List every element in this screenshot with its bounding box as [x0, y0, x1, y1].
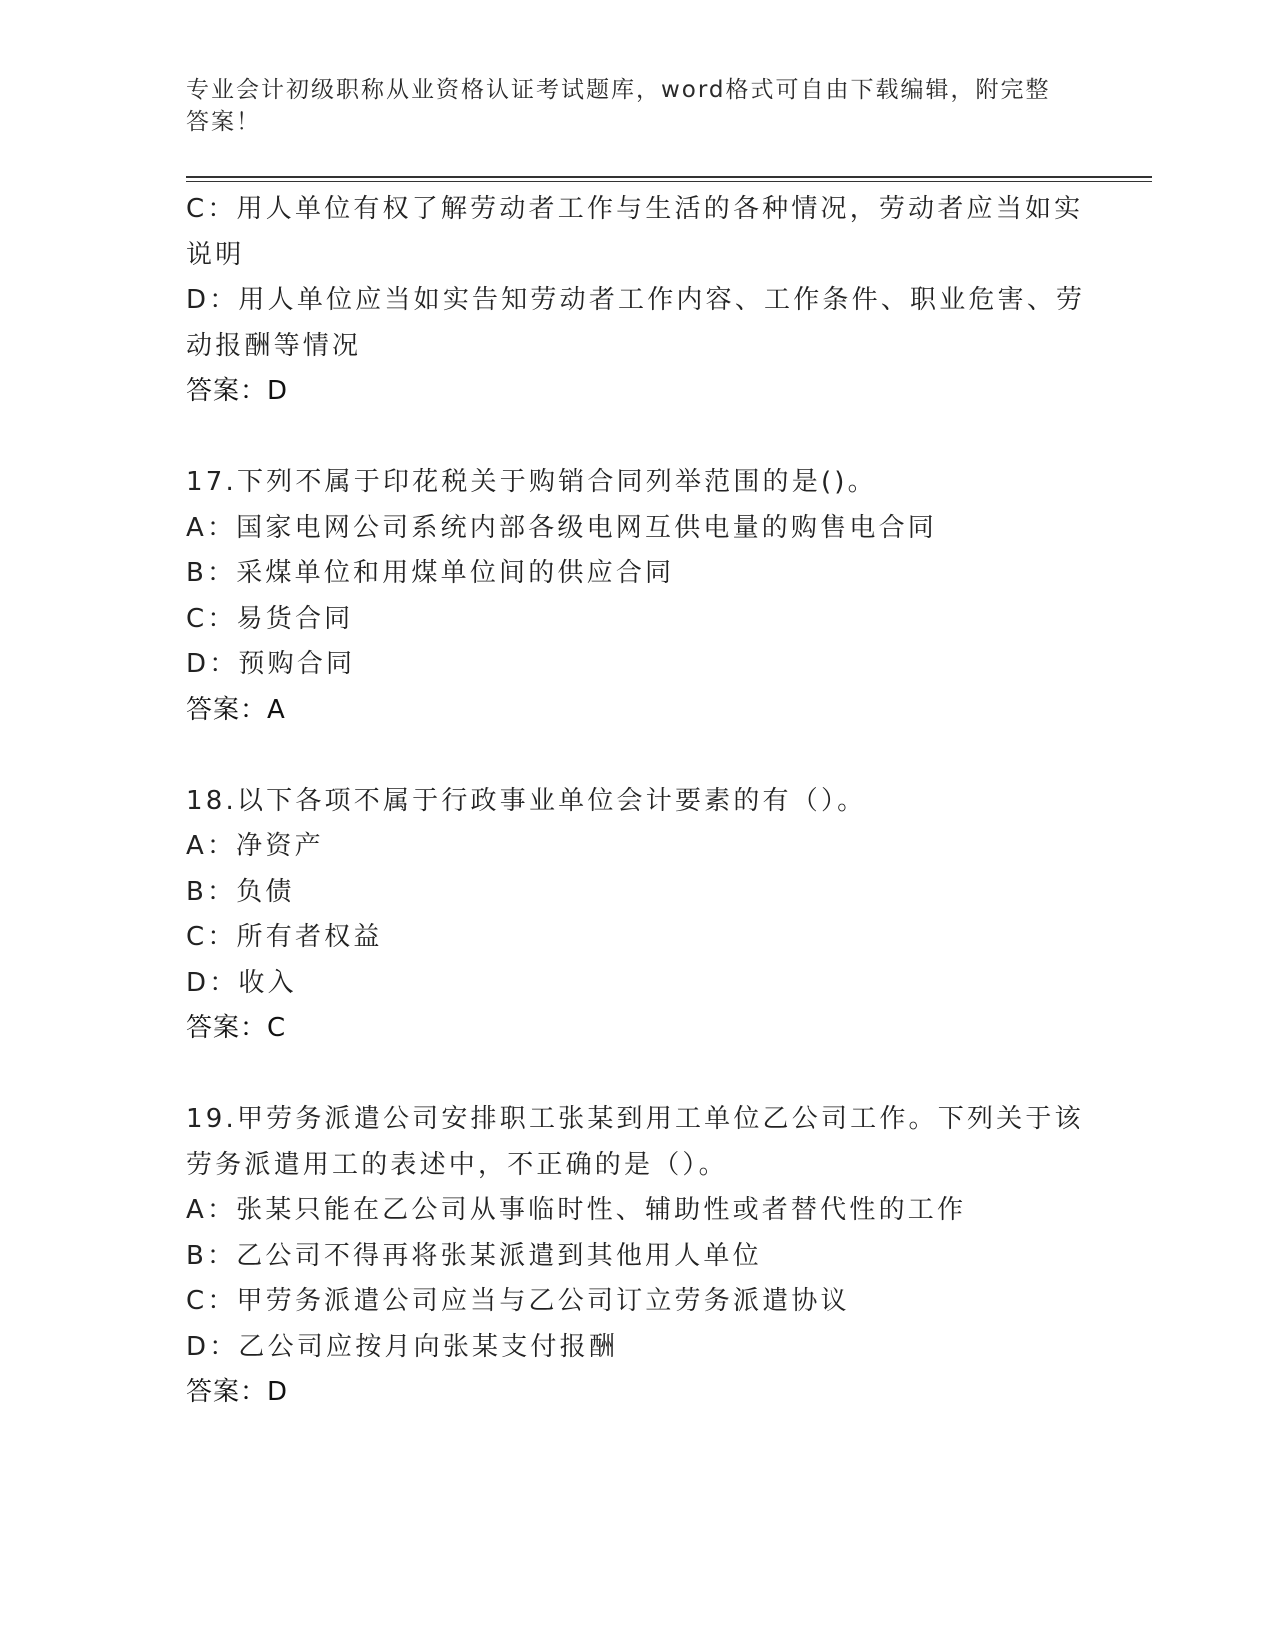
header-divider-thick — [186, 176, 1152, 178]
question-content — [186, 187, 1086, 1416]
option-line: 动报酬等情况 — [186, 330, 362, 361]
option-a: A：国家电网公司系统内部各级电网互供电量的购售电合同 — [186, 512, 937, 543]
question-stem-continued: 劳务派遣用工的表述中，不正确的是（）。 — [186, 1149, 728, 1180]
spacer — [186, 733, 1086, 779]
answer-line: 答案：D — [186, 1377, 289, 1407]
question-stem: 17.下列不属于印花税关于购销合同列举范围的是()。 — [186, 467, 877, 497]
option-c: C：甲劳务派遣公司应当与乙公司订立劳务派遣协议 — [186, 1286, 850, 1316]
question-stem: 18.以下各项不属于行政事业单位会计要素的有（）。 — [186, 785, 867, 816]
question-18 — [186, 779, 1086, 1052]
option-d: D：乙公司应按月向张某支付报酬 — [186, 1331, 619, 1362]
page-header-text: 专业会计初级职称从业资格认证考试题库，word格式可自由下载编辑，附完整答案！ — [186, 77, 1051, 135]
answer-line: 答案：A — [186, 694, 286, 725]
option-d: D：收入 — [186, 967, 297, 998]
carry-over-question — [186, 187, 1086, 415]
option-b: B：采煤单位和用煤单位间的供应合同 — [186, 558, 675, 588]
option-line: C：用人单位有权了解劳动者工作与生活的各种情况，劳动者应当如实 — [186, 194, 1084, 224]
question-17 — [186, 460, 1086, 733]
option-a: A：净资产 — [186, 831, 324, 861]
header-divider-thin — [186, 181, 1152, 182]
option-line: 说明 — [186, 239, 245, 270]
spacer — [186, 1052, 1086, 1098]
option-b: B：乙公司不得再将张某派遣到其他用人单位 — [186, 1240, 762, 1271]
option-b: B：负债 — [186, 876, 295, 907]
spacer — [186, 415, 1086, 461]
answer-line: 答案：C — [186, 1013, 287, 1043]
question-19 — [186, 1097, 1086, 1416]
option-d: D：预购合同 — [186, 649, 356, 679]
option-c: C：易货合同 — [186, 603, 354, 634]
question-stem: 19.甲劳务派遣公司安排职工张某到用工单位乙公司工作。下列关于该 — [186, 1104, 1084, 1134]
answer-line: 答案：D — [186, 376, 289, 406]
option-a: A：张某只能在乙公司从事临时性、辅助性或者替代性的工作 — [186, 1195, 967, 1225]
option-c: C：所有者权益 — [186, 922, 383, 952]
option-line: D：用人单位应当如实告知劳动者工作内容、工作条件、职业危害、劳 — [186, 285, 1086, 315]
